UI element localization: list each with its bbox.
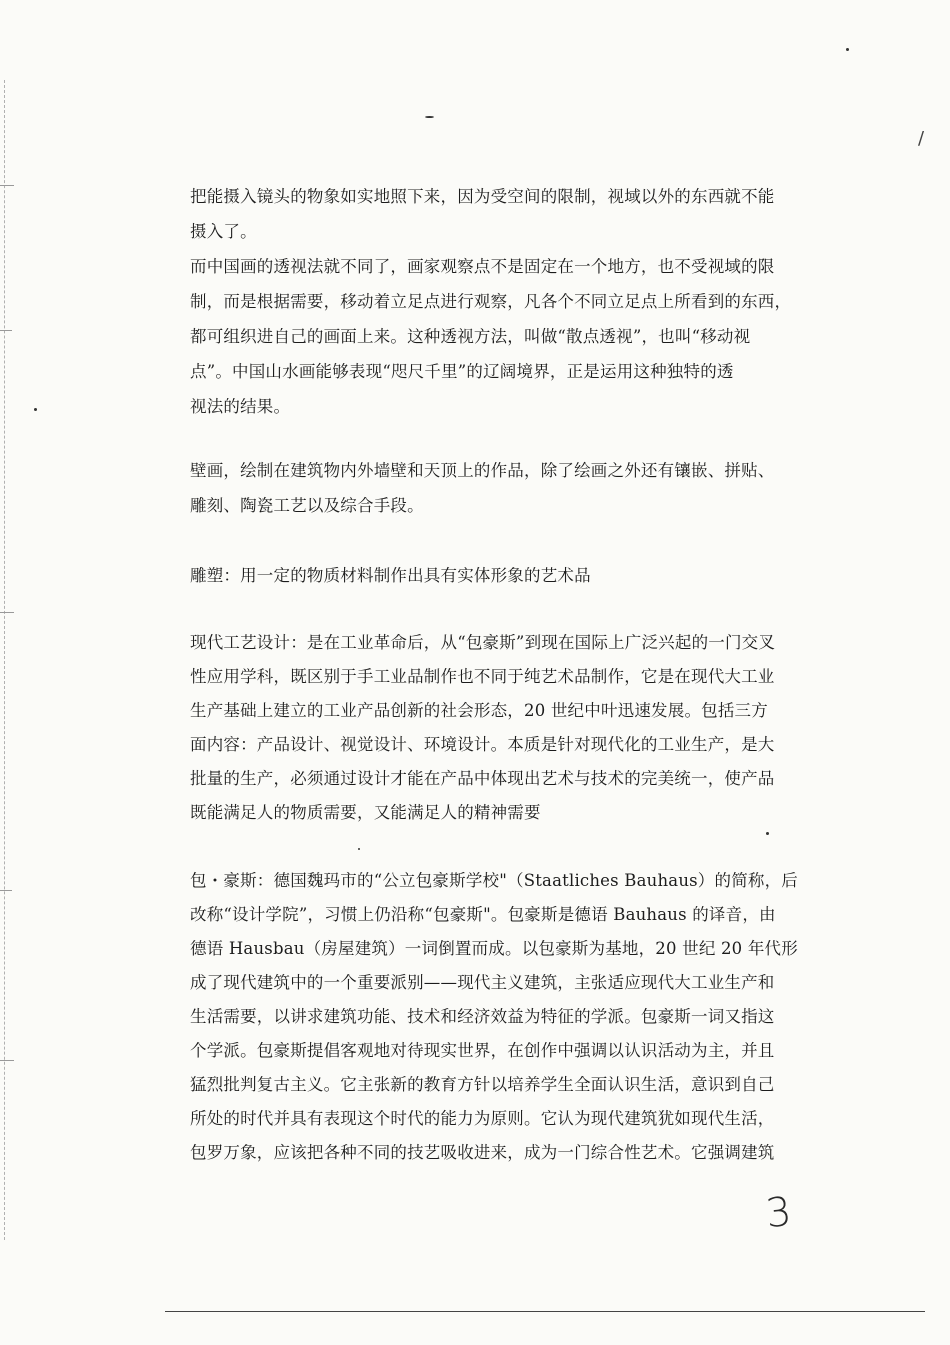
text-line: 批量的生产，必须通过设计才能在产品中体现出艺术与技术的完美统一，使产品: [190, 769, 775, 788]
margin-tick: [0, 890, 12, 891]
text-line: 猛烈批判复古主义。它主张新的教育方针以培养学生全面认识生活，意识到自己: [190, 1075, 775, 1094]
page-number: 3: [763, 1188, 794, 1238]
text-line: 所处的时代并具有表现这个时代的能力为原则。它认为现代建筑犹如现代生活，: [190, 1109, 775, 1128]
scan-speck: [846, 48, 849, 51]
text-line: 雕刻、陶瓷工艺以及综合手段。: [190, 496, 424, 515]
text-line: 生活需要，以讲求建筑功能、技术和经济效益为特征的学派。包豪斯一词又指这: [190, 1007, 775, 1026]
text-line: 壁画，绘制在建筑物内外墙壁和天顶上的作品，除了绘画之外还有镶嵌、拼贴、: [190, 461, 775, 480]
text-line: 摄入了。: [190, 222, 257, 241]
text-line: 包罗万象，应该把各种不同的技艺吸收进来，成为一门综合性艺术。它强调建筑: [190, 1143, 775, 1162]
margin-mark: /: [918, 128, 925, 149]
scan-speck: [358, 848, 360, 850]
text-line: 德语 Hausbau（房屋建筑）一词倒置而成。以包豪斯为基地，20 世纪 20 年代形: [190, 939, 798, 958]
text-line: 雕塑：用一定的物质材料制作出具有实体形象的艺术品: [190, 566, 591, 585]
scan-speck: [34, 408, 37, 411]
text-line: 成了现代建筑中的一个重要派别——现代主义建筑，主张适应现代大工业生产和: [190, 973, 775, 992]
text-line: 包・豪斯：德国魏玛市的“公立包豪斯学校"（Staatliches Bauhaus）的简称，后: [190, 871, 799, 890]
text-line: 性应用学科，既区别于手工业品制作也不同于纯艺术品制作，它是在现代大工业: [190, 667, 775, 686]
scan-speck: [425, 116, 434, 118]
text-line: 制，而是根据需要，移动着立足点进行观察，凡各个不同立足点上所看到的东西，: [190, 292, 792, 311]
margin-tick: [0, 1060, 14, 1061]
text-line: 都可组织进自己的画面上来。这种透视方法，叫做“散点透视”，也叫“移动视: [190, 327, 751, 346]
text-line: 既能满足人的物质需要，又能满足人的精神需要: [190, 803, 541, 822]
text-line: 而中国画的透视法就不同了，画家观察点不是固定在一个地方，也不受视域的限: [190, 257, 775, 276]
text-line: 个学派。包豪斯提倡客观地对待现实世界，在创作中强调以认识活动为主，并且: [190, 1041, 775, 1060]
margin-tick: [0, 612, 14, 613]
text-line: 生产基础上建立的工业产品创新的社会形态，20 世纪中叶迅速发展。包括三方: [190, 701, 768, 720]
text-line: 视法的结果。: [190, 397, 291, 416]
text-line: 点”。中国山水画能够表现“咫尺千里”的辽阔境界，正是运用这种独特的透: [190, 362, 734, 381]
text-line: 面内容：产品设计、视觉设计、环境设计。本质是针对现代化的工业生产，是大: [190, 735, 775, 754]
text-line: 把能摄入镜头的物象如实地照下来，因为受空间的限制，视域以外的东西就不能: [190, 187, 775, 206]
margin-tick: [0, 185, 14, 186]
text-line: 改称“设计学院”，习惯上仍沿称“包豪斯"。包豪斯是德语 Bauhaus 的译音，由: [190, 905, 776, 924]
margin-tick: [0, 330, 12, 331]
scan-speck: [766, 832, 769, 835]
footer-rule: [165, 1311, 925, 1312]
left-margin-line: [4, 80, 5, 1240]
text-line: 现代工艺设计：是在工业革命后，从“包豪斯”到现在国际上广泛兴起的一门交叉: [190, 633, 776, 652]
